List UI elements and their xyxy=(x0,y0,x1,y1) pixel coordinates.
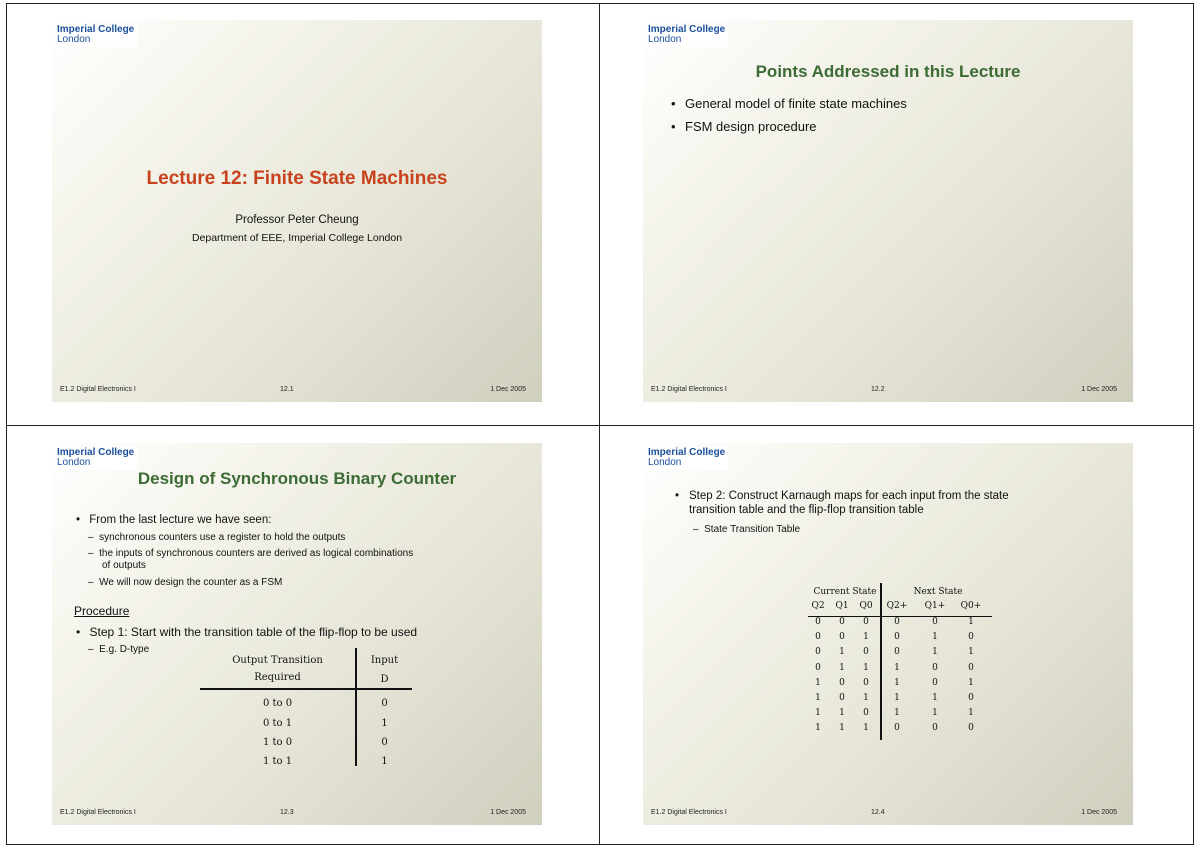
imperial-logo xyxy=(646,447,728,470)
procedure-heading: Procedure xyxy=(74,604,130,618)
table-cell: 1 xyxy=(839,708,845,719)
table-cell: 0 xyxy=(381,698,388,709)
bullet-text: From the last lecture we have seen: xyxy=(89,514,272,526)
slide-4 xyxy=(643,443,1133,825)
sub-bullet-text: E.g. D-type xyxy=(99,644,150,655)
sub-bullet: – synchronous counters use a register to hold the outputs xyxy=(88,532,346,543)
table-cell: 0 xyxy=(968,632,974,643)
imperial-logo xyxy=(646,24,728,47)
bullet-text-line: Step 2: Construct Karnaugh maps for each input from the state xyxy=(689,490,1009,502)
column-header: Q2 xyxy=(811,601,825,611)
sub-bullet: – We will now design the counter as a FSM xyxy=(88,577,283,588)
logo-line-2: London xyxy=(57,34,91,45)
table-cell: 0 xyxy=(815,647,821,658)
table-cell: 1 xyxy=(863,662,869,673)
table-cell: 0 xyxy=(863,647,869,658)
table-cell: 0 xyxy=(932,677,938,688)
table-cell: 1 xyxy=(894,708,900,719)
logo-line-1: Imperial College xyxy=(648,24,726,35)
department: Department of EEE, Imperial College London xyxy=(191,232,403,244)
table-cell: 0 xyxy=(968,662,974,673)
table-cell: 1 xyxy=(968,617,974,627)
table-cell: 1 xyxy=(815,677,821,688)
footer-date: 1 Dec 2005 xyxy=(490,809,526,816)
imperial-logo xyxy=(55,24,137,47)
slide-title: Lecture 12: Finite State Machines xyxy=(146,168,448,189)
table-cell: 0 xyxy=(932,662,938,673)
table-cell: 1 xyxy=(815,693,821,703)
slide-title: Points Addressed in this Lecture xyxy=(755,62,1021,81)
bullet-list xyxy=(669,92,907,138)
table-cell: 0 xyxy=(839,677,845,688)
sub-bullet: – E.g. D-type xyxy=(88,644,150,655)
table-cell: 1 xyxy=(932,708,938,719)
sub-bullet-text: the inputs of synchronous counters are derived as logical combinations xyxy=(99,548,414,559)
column-header: Q2+ xyxy=(886,601,908,611)
table-cell: 1 xyxy=(968,677,974,688)
table-cell: 0 xyxy=(894,723,900,734)
column-header: Q0 xyxy=(859,601,873,611)
sub-bullet: – State Transition Table xyxy=(693,524,801,535)
logo-line-1: Imperial College xyxy=(57,24,135,35)
footer-date: 1 Dec 2005 xyxy=(490,386,526,393)
table-cell: 1 xyxy=(932,693,938,703)
table-cell: 0 xyxy=(839,693,845,703)
table-cell: 1 xyxy=(839,647,845,658)
sub-bullet-continuation: of outputs xyxy=(102,560,146,571)
table-horizontal-rule xyxy=(200,688,412,690)
footer-slide-number: 12.4 xyxy=(871,809,885,816)
table-cell: 1 xyxy=(839,723,845,734)
table-cell: 0 xyxy=(863,708,869,719)
table-cell: 0 xyxy=(863,617,869,627)
sub-bullet-text: We will now design the counter as a FSM xyxy=(99,577,283,588)
column-header: Q0+ xyxy=(960,601,982,611)
table-header: Required xyxy=(254,672,301,683)
table-cell: 0 xyxy=(894,617,900,627)
bullet-item xyxy=(675,489,1105,517)
table-cell: 1 xyxy=(839,662,845,673)
logo-line-1: Imperial College xyxy=(57,447,135,458)
table-cell: 0 xyxy=(968,723,974,734)
footer-slide-number: 12.2 xyxy=(871,386,885,393)
table-cell: 1 to 0 xyxy=(262,737,293,748)
footer-course: E1.2 Digital Electronics I xyxy=(651,809,727,816)
vertical-divider xyxy=(599,3,600,845)
table-cell: 0 to 1 xyxy=(262,718,293,729)
slide-3 xyxy=(52,443,542,825)
flip-flop-transition-table xyxy=(200,648,412,766)
bullet-item: • FSM design procedure xyxy=(669,115,907,138)
bullet-item: • General model of finite state machines xyxy=(669,92,907,115)
column-header: Q1 xyxy=(835,601,849,611)
footer-date: 1 Dec 2005 xyxy=(1081,386,1117,393)
table-cell: 0 xyxy=(932,617,938,627)
table-cell: 0 xyxy=(381,737,388,748)
bullet-text: Step 1: Start with the transition table of the flip-flop to be used xyxy=(89,625,418,639)
slide-title: Design of Synchronous Binary Counter xyxy=(137,469,457,488)
table-cell: 1 xyxy=(815,723,821,734)
table-cell: 0 xyxy=(839,617,845,627)
table-cell: 0 xyxy=(815,662,821,673)
logo-line-1: Imperial College xyxy=(648,447,726,458)
bullet-item xyxy=(76,625,417,639)
table-cell: 1 xyxy=(894,662,900,673)
group-header-next: Next State xyxy=(913,587,963,597)
bullet-item xyxy=(76,514,271,526)
sub-bullet: – the inputs of synchronous counters are derived as logical combinations xyxy=(88,548,414,559)
table-cell: 1 xyxy=(968,708,974,719)
bullet-text-line: transition table and the flip-flop transition table xyxy=(689,504,924,516)
table-header: D xyxy=(380,674,389,685)
sub-bullet-text: State Transition Table xyxy=(704,524,801,535)
footer-course: E1.2 Digital Electronics I xyxy=(60,809,136,816)
table-vertical-rule xyxy=(880,583,882,740)
group-header-current: Current State xyxy=(813,587,877,597)
imperial-logo xyxy=(55,447,137,470)
horizontal-divider xyxy=(6,425,1194,426)
table-cell: 1 xyxy=(932,632,938,643)
footer-date: 1 Dec 2005 xyxy=(1081,809,1117,816)
table-cell: 0 xyxy=(863,677,869,688)
table-cell: 0 xyxy=(932,723,938,734)
table-cell: 0 xyxy=(968,693,974,703)
table-cell: 1 to 1 xyxy=(262,756,293,767)
table-cell: 0 xyxy=(894,647,900,658)
slide-1 xyxy=(52,20,542,402)
bullet-dot: • xyxy=(675,490,680,502)
state-transition-table xyxy=(808,583,1008,741)
logo-line-2: London xyxy=(648,34,682,45)
table-cell: 1 xyxy=(863,723,869,734)
bullet-text xyxy=(689,489,1105,517)
slide-2 xyxy=(643,20,1133,402)
table-header: Input xyxy=(370,655,399,666)
footer-slide-number: 12.1 xyxy=(280,386,294,393)
table-cell: 1 xyxy=(815,708,821,719)
table-cell: 0 xyxy=(815,632,821,643)
logo-line-2: London xyxy=(57,457,91,468)
table-cell: 0 to 0 xyxy=(262,698,293,709)
table-cell: 0 xyxy=(839,632,845,643)
footer-course: E1.2 Digital Electronics I xyxy=(60,386,136,393)
author: Professor Peter Cheung xyxy=(235,214,359,226)
table-header: Output Transition xyxy=(232,655,323,666)
table-cell: 0 xyxy=(894,632,900,643)
table-cell: 0 xyxy=(815,617,821,627)
logo-line-2: London xyxy=(648,457,682,468)
table-cell: 1 xyxy=(968,647,974,658)
table-cell: 1 xyxy=(381,718,388,729)
table-cell: 1 xyxy=(863,693,869,703)
table-cell: 1 xyxy=(894,693,900,703)
column-header: Q1+ xyxy=(924,601,946,611)
sub-bullet-text: synchronous counters use a register to hold the outputs xyxy=(99,532,346,543)
bullet-dot: • xyxy=(76,625,81,639)
footer-slide-number: 12.3 xyxy=(280,809,294,816)
table-cell: 1 xyxy=(894,677,900,688)
table-cell: 1 xyxy=(932,647,938,658)
footer-course: E1.2 Digital Electronics I xyxy=(651,386,727,393)
table-cell: 1 xyxy=(381,756,388,767)
table-cell: 1 xyxy=(863,632,869,643)
bullet-dot: • xyxy=(76,514,81,526)
